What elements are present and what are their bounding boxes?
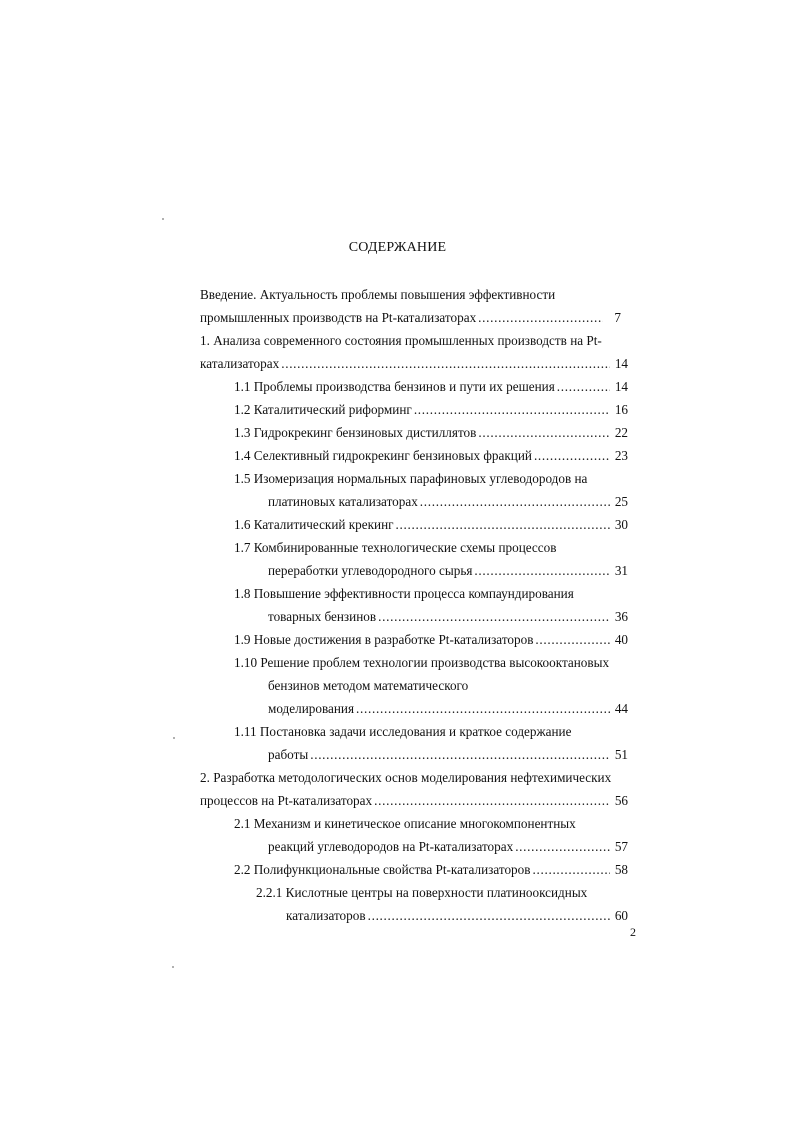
toc-entry-1-5-line1: 1.5 Изомеризация нормальных парафиновых углеводородов на (234, 471, 588, 486)
scan-speck (173, 737, 175, 739)
page-number: 2 (630, 925, 636, 939)
toc-page-number: 25 (614, 494, 628, 509)
toc-page-number: 14 (614, 356, 628, 371)
toc-entry-text: работы (268, 747, 309, 762)
dot-leader (474, 563, 610, 579)
toc-entry-1-7-line1: 1.7 Комбинированные технологические схемы процессов (234, 540, 557, 555)
toc-entry-1-11-line1: 1.11 Постановка задачи исследования и краткое содержание (234, 724, 572, 739)
toc-entry-2-2-1[interactable] (286, 908, 628, 924)
toc-entry-text: 1.1 Проблемы производства бензинов и пути их решения (234, 379, 555, 394)
scan-speck (172, 966, 174, 968)
toc-entry-1-5[interactable] (268, 494, 628, 510)
toc-entry-text: 1.2 Каталитический риформинг (234, 402, 412, 417)
toc-page-number: 16 (614, 402, 628, 417)
toc-entry-intro-line1: Введение. Актуальность проблемы повышения эффективности (200, 287, 556, 302)
toc-page-number: 57 (614, 839, 628, 854)
dot-leader (420, 494, 610, 510)
dot-leader (396, 517, 610, 533)
toc-entry-2-2[interactable] (234, 862, 628, 878)
toc-entry-text: реакций углеводородов на Pt-катализаторах (268, 839, 514, 854)
toc-entry-text: процессов на Pt-катализаторах (200, 793, 373, 808)
toc-entry-intro[interactable] (200, 310, 621, 326)
toc-entry-text: 2.2 Полифункциональные свойства Pt-катализаторов (234, 862, 531, 877)
toc-entry-1-10[interactable] (268, 701, 628, 717)
toc-entry-1-8[interactable] (268, 609, 628, 625)
toc-entry-2-1-line1: 2.1 Механизм и кинетическое описание многокомпонентных (234, 816, 576, 831)
toc-entry-ch2-line1: 2. Разработка методологических основ моделирования нефтехимических (200, 770, 612, 785)
toc-page-number: 40 (614, 632, 628, 647)
toc-entry-1-8-line1: 1.8 Повышение эффективности процесса компаундирования (234, 586, 574, 601)
toc-entry-text: 1.6 Каталитический крекинг (234, 517, 394, 532)
dot-leader (378, 609, 610, 625)
scan-speck (162, 218, 164, 220)
dot-leader (478, 310, 603, 326)
toc-entry-text: 1.3 Гидрокрекинг бензиновых дистиллятов (234, 425, 477, 440)
toc-entry-ch1[interactable] (200, 356, 628, 372)
toc-entry-1-6[interactable] (234, 517, 628, 533)
toc-page-number: 36 (614, 609, 628, 624)
toc-entry-ch1-line1: 1. Анализа современного состояния промышленных производств на Pt- (200, 333, 602, 348)
toc-entry-text: катализаторов (286, 908, 366, 923)
toc-page-number: 51 (614, 747, 628, 762)
toc-page-number: 58 (614, 862, 628, 877)
toc-entry-1-1[interactable] (234, 379, 628, 395)
dot-leader (532, 862, 610, 878)
toc-page-number: 44 (614, 701, 628, 716)
toc-entry-text: моделирования (268, 701, 355, 716)
toc-entry-text: 1.4 Селективный гидрокрекинг бензиновых фракций (234, 448, 532, 463)
toc-page-number: 30 (614, 517, 628, 532)
dot-leader (310, 747, 610, 763)
toc-entry-2-1[interactable] (268, 839, 628, 855)
toc-entry-text: переработки углеводородного сырья (268, 563, 473, 578)
dot-leader (356, 701, 610, 717)
toc-page-number: 14 (614, 379, 628, 394)
toc-page-number: 7 (614, 310, 621, 325)
dot-leader (414, 402, 610, 418)
toc-entry-text: промышленных производств на Pt-катализаторах (200, 310, 477, 325)
dot-leader (535, 632, 610, 648)
dot-leader (478, 425, 610, 441)
dot-leader (515, 839, 610, 855)
toc-entry-1-2[interactable] (234, 402, 628, 418)
toc-entry-1-10-line2: бензинов методом математического (268, 678, 469, 693)
toc-page-number: 23 (614, 448, 628, 463)
toc-entry-1-3[interactable] (234, 425, 628, 441)
toc-entry-2-2-1-line1: 2.2.1 Кислотные центры на поверхности платинооксидных (256, 885, 588, 900)
dot-leader (374, 793, 610, 809)
toc-entry-1-10-line1: 1.10 Решение проблем технологии производства высокооктановых (234, 655, 610, 670)
toc-entry-1-9[interactable] (234, 632, 628, 648)
toc-page-number: 60 (614, 908, 628, 923)
toc-page-number: 31 (614, 563, 628, 578)
page-title: СОДЕРЖАНИЕ (348, 240, 447, 255)
toc-entry-1-7[interactable] (268, 563, 628, 579)
toc-entry-ch2[interactable] (200, 793, 628, 809)
toc-entry-text: катализаторах (200, 356, 280, 371)
toc-entry-1-4[interactable] (234, 448, 628, 464)
toc-entry-text: 1.9 Новые достижения в разработке Pt-катализаторов (234, 632, 534, 647)
toc-entry-1-11[interactable] (268, 747, 628, 763)
toc-entry-text: товарных бензинов (268, 609, 377, 624)
toc-page-number: 22 (614, 425, 628, 440)
dot-leader (368, 908, 610, 924)
dot-leader (557, 379, 610, 395)
dot-leader (534, 448, 610, 464)
toc-page-number: 56 (614, 793, 628, 808)
toc-entry-text: платиновых катализаторах (268, 494, 418, 509)
dot-leader (281, 356, 610, 372)
